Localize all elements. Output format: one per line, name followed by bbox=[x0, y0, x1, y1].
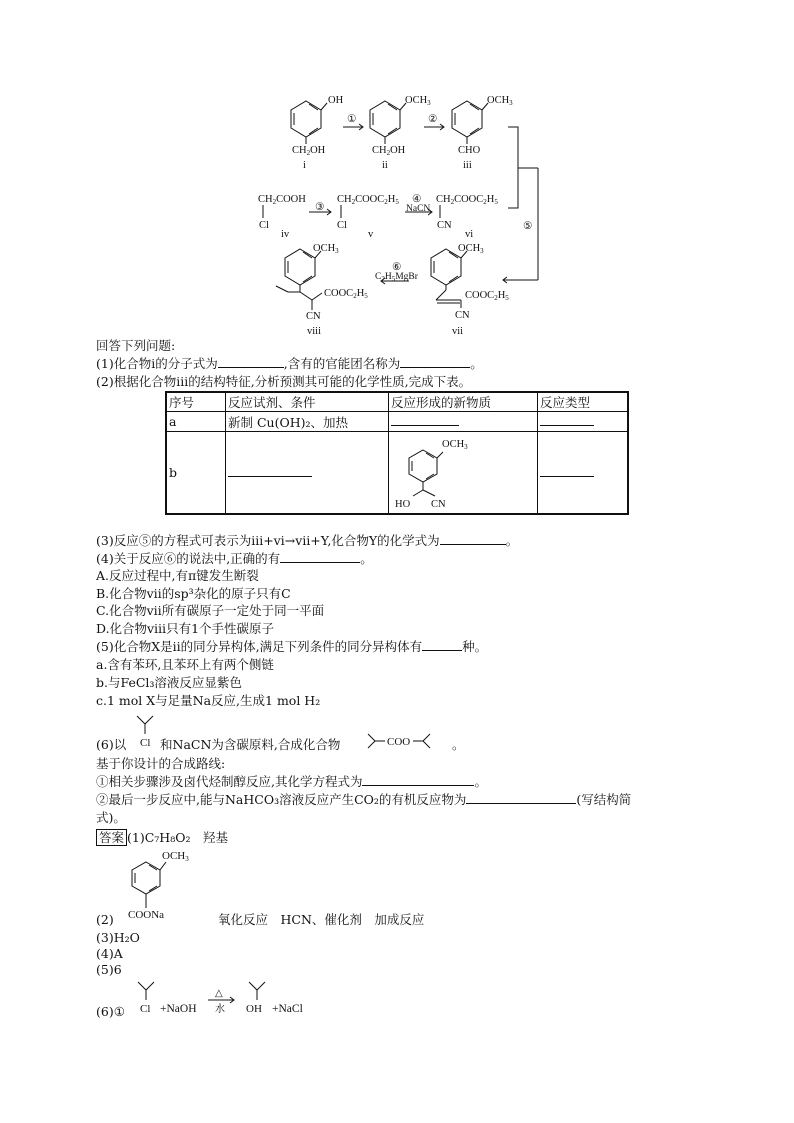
row-a-product bbox=[389, 412, 538, 432]
question-5: (5)化合物X是ⅱ的同分异构体,满足下列条件的同分异构体有 种。 bbox=[96, 639, 488, 654]
iii-label: iii bbox=[463, 160, 472, 171]
viii-label: viii bbox=[307, 326, 322, 337]
answer-1: 答案 (1)C₇H₈O₂ 羟基 bbox=[96, 830, 228, 846]
reaction-scheme bbox=[0, 0, 794, 340]
iv-cl: Cl bbox=[259, 220, 269, 231]
answer-och3: OCH3 bbox=[162, 850, 189, 863]
step-6-reagent: $C_2H_5MgBr$ bbox=[375, 272, 418, 283]
cyanohydrin-structure bbox=[389, 432, 533, 510]
option-4d: D.化合物ⅷ只有1个手性碳原子 bbox=[96, 621, 275, 636]
viii-cn: CN bbox=[306, 311, 321, 322]
question-1: (1)化合物ⅰ的分子式为 ,含有的官能团名称为 。 bbox=[96, 356, 483, 371]
row-b-reagent bbox=[226, 432, 389, 515]
answer-6-heat: △ bbox=[215, 988, 223, 999]
i-oh: OH bbox=[328, 95, 344, 106]
properties-table bbox=[165, 391, 629, 515]
answer-5: (5)6 bbox=[96, 962, 122, 977]
benzene-ring-ii bbox=[370, 101, 400, 137]
v-top: CH2COOC2H5 bbox=[337, 194, 399, 206]
row-b-id: b bbox=[166, 432, 226, 515]
row-b-product bbox=[389, 432, 538, 515]
benzene-ring-vii bbox=[431, 249, 461, 285]
i-ch2oh: CH2OH bbox=[292, 145, 326, 157]
row-b-type bbox=[538, 432, 629, 515]
product-ho: HO bbox=[395, 499, 411, 510]
vi-cn: CN bbox=[437, 220, 452, 231]
ii-och3: OCH3 bbox=[405, 95, 431, 107]
i-label: i bbox=[303, 160, 306, 171]
ii-label: ii bbox=[382, 160, 388, 171]
viii-ester: COOC2H5 bbox=[324, 288, 368, 300]
answer-2-rest: 氧化反应 HCN、催化剂 加成反应 bbox=[218, 912, 425, 927]
header-reagent: 反应试剂、条件 bbox=[226, 392, 389, 412]
condition-5c: c.1 mol X与足量Na反应,生成1 mol H₂ bbox=[96, 693, 321, 708]
answer-6-naoh: +NaOH bbox=[160, 1003, 197, 1015]
answer-6-nacl: +NaCl bbox=[272, 1003, 303, 1015]
header-type: 反应类型 bbox=[538, 392, 629, 412]
condition-5a: a.含有苯环,且苯环上有两个侧链 bbox=[96, 657, 274, 672]
iii-cho: CHO bbox=[458, 145, 481, 156]
question-2: (2)根据化合物ⅲ的结构特征,分析预测其可能的化学性质,完成下表。 bbox=[96, 374, 472, 389]
isopropyl-chloride-structure bbox=[128, 712, 164, 752]
answer-6-prefix: (6)① bbox=[96, 1004, 125, 1019]
v-cl: Cl bbox=[337, 220, 347, 231]
answer-3: (3)H₂O bbox=[96, 930, 140, 945]
v-label: v bbox=[368, 229, 374, 240]
option-4b: B.化合物ⅶ的sp³杂化的原子只有C bbox=[96, 586, 291, 601]
question-6-part2: ②最后一步反应中,能与NaHCO₃溶液反应产生CO₂的有机反应物为 (写结构简 bbox=[96, 792, 632, 807]
iv-label: iv bbox=[281, 229, 290, 240]
benzoate-structure bbox=[112, 846, 202, 922]
step-6: ⑥ bbox=[392, 262, 402, 273]
question-6-start: (6)以 bbox=[96, 737, 127, 752]
viii-och3: OCH3 bbox=[313, 243, 339, 255]
question-4: (4)关于反应⑥的说法中,正确的有 。 bbox=[96, 551, 373, 566]
option-4c: C.化合物ⅶ所有碳原子一定处于同一平面 bbox=[96, 603, 325, 618]
step-1: ① bbox=[347, 114, 357, 125]
row-a-id: a bbox=[166, 412, 226, 432]
q6-cl: Cl bbox=[140, 737, 151, 749]
step-2: ② bbox=[428, 114, 438, 125]
benzene-ring-viii bbox=[285, 249, 315, 285]
step-3: ③ bbox=[315, 202, 325, 213]
q6-coo: COO bbox=[387, 736, 411, 748]
answer-6-oh: OH bbox=[246, 1003, 262, 1015]
ii-ch2oh: CH2OH bbox=[372, 145, 406, 157]
question-6-mid: 和NaCN为含碳原料,合成化合物 bbox=[160, 737, 341, 752]
benzene-ring-i bbox=[291, 101, 321, 137]
product-och3: OCH3 bbox=[442, 439, 468, 451]
vii-ester: COOC2H5 bbox=[465, 290, 509, 302]
step-5: ⑤ bbox=[523, 221, 533, 232]
vii-och3: OCH3 bbox=[458, 243, 484, 255]
step-4-reagent: NaCN bbox=[406, 204, 431, 214]
answer-tag: 答案 bbox=[96, 829, 127, 846]
vii-label: vii bbox=[452, 326, 464, 337]
answer-6-water: 水 bbox=[215, 1004, 225, 1015]
option-4a: A.反应过程中,有π键发生断裂 bbox=[96, 568, 259, 583]
question-6-part2-end: 式)。 bbox=[96, 810, 126, 825]
vi-top: CH2COOC2H5 bbox=[436, 194, 498, 206]
header-no: 序号 bbox=[166, 392, 226, 412]
question-3: (3)反应⑤的方程式可表示为ⅲ+ⅵ→ⅶ+Y,化合物Y的化学式为 。 bbox=[96, 533, 519, 548]
row-a-reagent: 新制 Cu(OH)₂、加热 bbox=[226, 412, 389, 432]
target-ester-structure bbox=[366, 730, 442, 752]
row-a-type bbox=[538, 412, 629, 432]
benzene-ring-iii bbox=[452, 101, 482, 137]
vi-label: vi bbox=[465, 229, 474, 240]
answer-6-equation bbox=[130, 978, 330, 1018]
answer-coona: COONa bbox=[128, 909, 165, 921]
answer-6-cl: Cl bbox=[140, 1003, 151, 1015]
answer-4: (4)A bbox=[96, 946, 123, 961]
vii-cn: CN bbox=[455, 310, 470, 321]
intro: 回答下列问题: bbox=[96, 338, 176, 353]
question-6-end: 。 bbox=[452, 737, 465, 752]
answer-2-prefix: (2) bbox=[96, 912, 114, 927]
header-product: 反应形成的新物质 bbox=[389, 392, 538, 412]
product-cn: CN bbox=[431, 499, 446, 510]
iii-och3: OCH3 bbox=[487, 95, 513, 107]
iv-top: CH2COOH bbox=[258, 194, 306, 206]
question-6-based: 基于你设计的合成路线: bbox=[96, 756, 226, 771]
step-4: ④ bbox=[412, 194, 422, 205]
question-6-part1: ①相关步骤涉及卤代烃制醇反应,其化学方程式为 。 bbox=[96, 774, 487, 789]
condition-5b: b.与FeCl₃溶液反应显紫色 bbox=[96, 675, 242, 690]
